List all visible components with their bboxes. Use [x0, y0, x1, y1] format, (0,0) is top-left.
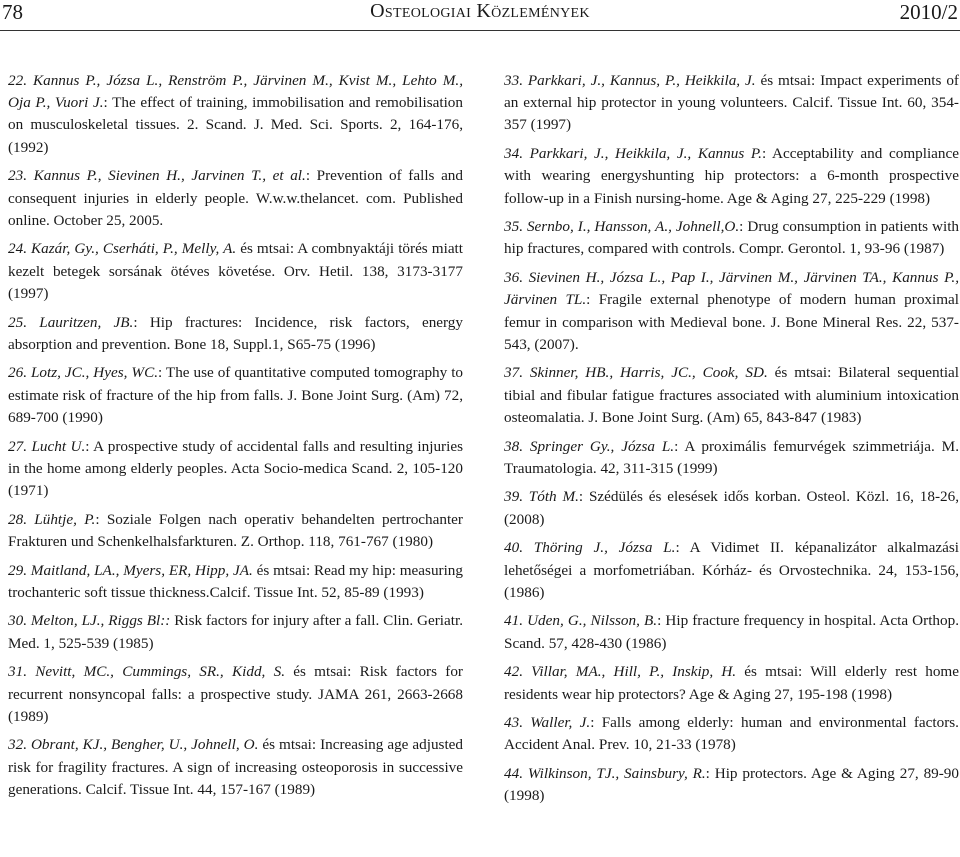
reference-item — [504, 143, 959, 210]
reference-body: és mtsai: Will elderly rest home residents wear hip protectors? Age & Aging 27, 195-198 (1998) — [504, 663, 959, 703]
journal-title: Osteologiai Közlemények — [370, 0, 590, 22]
reference-item — [504, 610, 959, 654]
reference-body: : Falls among elderly: human and environmental factors. Accident Anal. Prev. 10, 21-33 (1978) — [504, 714, 959, 754]
reference-body: : Hip protectors. Age & Aging 27, 89-90 (1998) — [504, 765, 959, 805]
reference-authors: 42. Villar, MA., Hill, P., Inskip, H. — [504, 663, 737, 681]
reference-authors: 30. Melton, LJ., Riggs Bl:: — [8, 612, 171, 630]
reference-item — [8, 70, 463, 159]
reference-authors: 43. Waller, J. — [504, 714, 591, 732]
reference-body: : Soziale Folgen nach operativ behandelten pertrochanter Frakturen und Schenkelhalsfarkturen. Z. Orthop. 118, 761-767 (1980) — [8, 510, 463, 550]
reference-body: és mtsai: Read my hip: measuring trochanteric soft tissue thickness.Calcif. Tissue Int. 52, 85-89 (1993) — [8, 561, 463, 601]
reference-authors: 27. Lucht U. — [8, 437, 86, 455]
reference-authors: 39. Tóth M. — [504, 488, 579, 506]
reference-item — [504, 267, 959, 356]
reference-item — [8, 610, 463, 654]
header-rule — [0, 30, 960, 31]
reference-authors: 34. Parkkari, J., Heikkila, J., Kannus P. — [504, 145, 762, 163]
reference-authors: 25. Lauritzen, JB. — [8, 313, 134, 331]
reference-authors: 23. Kannus P., Sievinen H., Jarvinen T., et al. — [8, 167, 306, 185]
reference-body: : The use of quantitative computed tomography to estimate risk of fracture of the hip from falls. J. Bone Joint Surg. (Am) 72, 689-700 (1990) — [8, 364, 464, 426]
reference-item — [8, 165, 463, 232]
reference-item — [8, 436, 463, 503]
reference-item — [8, 734, 463, 801]
reference-authors: 32. Obrant, KJ., Bengher, U., Johnell, O. — [8, 736, 259, 754]
reference-authors: 40. Thöring J., Józsa L. — [504, 539, 676, 557]
reference-authors: 28. Lühtje, P. — [8, 510, 96, 528]
reference-body: : Hip fracture frequency in hospital. Acta Orthop. Scand. 57, 428-430 (1986) — [504, 612, 959, 652]
reference-item — [504, 661, 959, 705]
reference-authors: 22. Kannus P., Józsa L., Renström P., Järvinen M., Kvist M., Lehto M., Oja P., Vuori J. — [8, 72, 463, 112]
issue-number: 2010/2 — [899, 0, 958, 24]
reference-body: : Acceptability and compliance with wearing energyshunting hip protectors: a 6-month prospective follow-up in a Finish nursing-home. Age & Aging 27, 225-229 (1998) — [504, 145, 959, 207]
reference-authors: 38. Springer Gy., Józsa L. — [504, 437, 675, 455]
reference-authors: 29. Maitland, LA., Myers, ER, Hipp, JA. — [8, 561, 253, 579]
reference-body: és mtsai: Bilateral sequential tibial and fibular fatigue fractures associated with aluminium intoxication osteomalatia. J. Bone Joint Surg. (Am) 65, 843-847 (1983) — [504, 364, 959, 426]
reference-authors: 44. Wilkinson, TJ., Sainsbury, R. — [504, 765, 706, 783]
reference-authors: 36. Sievinen H., Józsa L., Pap I., Järvinen M., Järvinen TA., Kannus P., Järvinen TL. — [504, 269, 959, 309]
reference-body: és mtsai: Risk factors for recurrent nonsyncopal falls: a prospective study. JAMA 261, 2663-2668 (1989) — [8, 663, 463, 725]
page-header — [0, 0, 960, 30]
reference-body: : Fragile external phenotype of modern human proximal femur in comparison with Medieval bone. J. Bone Mineral Res. 22, 537-543, (2007). — [504, 291, 960, 353]
reference-item — [504, 70, 959, 137]
reference-body: : Drug consumption in patients with hip fractures, compared with controls. Compr. Gerontol. 1, 93-96 (1987) — [504, 218, 960, 258]
reference-authors: 31. Nevitt, MC., Cummings, SR., Kidd, S. — [8, 663, 285, 681]
reference-item — [8, 560, 463, 604]
page-number: 78 — [2, 0, 23, 24]
reference-body: Risk factors for injury after a fall. Clin. Geriatr. Med. 1, 525-539 (1985) — [8, 612, 463, 652]
reference-item — [8, 312, 463, 356]
reference-item — [8, 238, 463, 305]
reference-item — [8, 362, 463, 429]
reference-body: : Szédülés és elesések idős korban. Osteol. Közl. 16, 18-26, (2008) — [504, 488, 959, 528]
reference-authors: 41. Uden, G., Nilsson, B. — [504, 612, 658, 630]
reference-authors: 26. Lotz, JC., Hyes, WC. — [8, 364, 159, 382]
reference-body: : A proximális femurvégek szimmetriája. M. Traumatologia. 42, 311-315 (1999) — [504, 437, 959, 477]
reference-item — [504, 763, 959, 807]
references-right-column — [504, 70, 959, 814]
reference-item — [504, 712, 959, 756]
reference-item — [504, 362, 959, 429]
reference-body: : The effect of training, immobilisation and remobilisation on musculoskeletal tissues. 2. Scand. J. Med. Sci. Sports. 2, 164-176, (1992) — [8, 94, 463, 156]
reference-item — [8, 509, 463, 553]
references-left-column — [8, 70, 463, 808]
reference-item — [504, 537, 959, 604]
reference-body: : Prevention of falls and consequent injuries in elderly people. W.w.w.thelancet. com. Published online. October 25, 2005. — [8, 167, 463, 229]
reference-body: : A prospective study of accidental falls and resulting injuries in the home among elderly peoples. Acta Socio-medica Scand. 2, 105-120 (1971) — [8, 437, 463, 499]
reference-authors: 37. Skinner, HB., Harris, JC., Cook, SD. — [504, 364, 768, 382]
reference-item — [504, 216, 959, 260]
reference-item — [504, 436, 959, 480]
reference-authors: 24. Kazár, Gy., Cserháti, P., Melly, A. — [8, 240, 237, 258]
reference-body: : Hip fractures: Incidence, risk factors, energy absorption and prevention. Bone 18, Suppl.1, S65-75 (1996) — [8, 313, 463, 353]
reference-authors: 33. Parkkari, J., Kannus, P., Heikkila, J. — [504, 72, 756, 89]
reference-body: és mtsai: Impact experiments of an external hip protector in young volunteers. Calcif. Tissue Int. 60, 354-357 (1997) — [504, 72, 959, 134]
reference-body: és mtsai: Increasing age adjusted risk for fragility fractures. A sign of increasing osteoporosis in successive generations. Calcif. Tissue Int. 44, 157-167 (1989) — [8, 736, 463, 798]
reference-body: : A Vidimet II. képanalizátor alkalmazási lehetőségei a morfometriában. Kórház- és Orvostechnika. 24, 153-156, (1986) — [504, 539, 959, 601]
reference-authors: 35. Sernbo, I., Hansson, A., Johnell,O. — [504, 218, 740, 236]
reference-item — [8, 661, 463, 728]
reference-body: és mtsai: A combnyaktáji törés miatt kezelt betegek sorsának ötéves követése. Orv. Hetil. 138, 3173-3177 (1997) — [8, 240, 463, 302]
reference-item — [504, 486, 959, 530]
